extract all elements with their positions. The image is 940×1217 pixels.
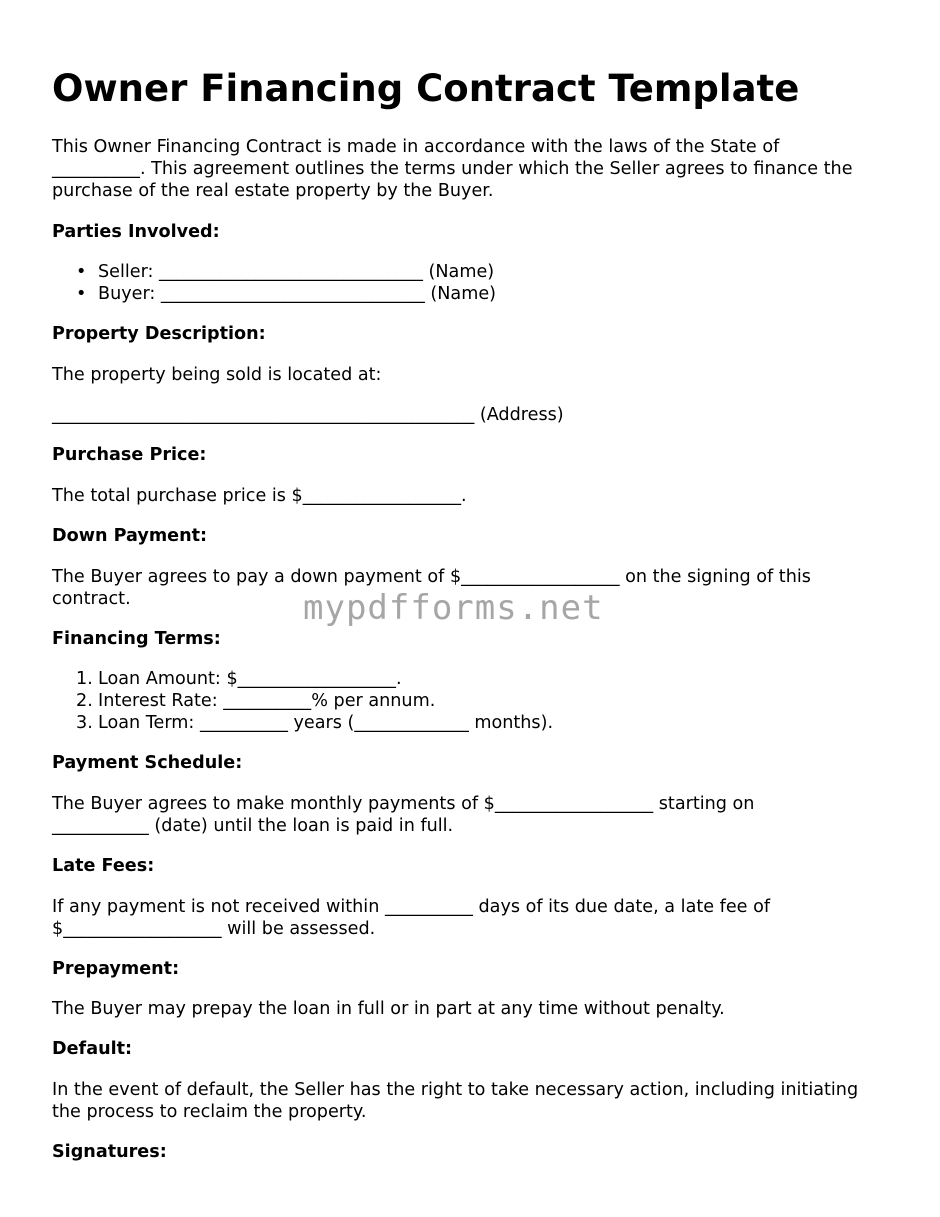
purchase-price-heading: Purchase Price:	[52, 445, 207, 465]
prepayment-heading: Prepayment:	[52, 959, 180, 979]
intro-line-2: __________. This agreement outlines the terms under which the Seller agrees to finance the	[52, 159, 853, 179]
purchase-price-text: The total purchase price is $__________________.	[52, 486, 467, 506]
bullet-mark: •	[76, 262, 87, 282]
down-payment-line-2: contract.	[52, 589, 131, 609]
list-number: 3.	[76, 713, 93, 733]
interest-rate-line: Interest Rate: __________% per annum.	[98, 691, 436, 711]
payment-schedule-heading: Payment Schedule:	[52, 753, 243, 773]
buyer-line: Buyer: ______________________________ (Name)	[98, 284, 497, 304]
property-text: The property being sold is located at:	[52, 365, 382, 385]
signatures-heading: Signatures:	[52, 1142, 167, 1162]
financing-terms-list	[52, 668, 553, 734]
financing-terms-heading: Financing Terms:	[52, 629, 221, 649]
intro-line-3: purchase of the real estate property by the Buyer.	[52, 181, 494, 201]
intro-line-1: This Owner Financing Contract is made in accordance with the laws of the State of	[52, 137, 780, 157]
list-number: 2.	[76, 691, 93, 711]
default-line-2: the process to reclaim the property.	[52, 1102, 367, 1122]
property-address-line: ________________________________________________ (Address)	[52, 405, 564, 425]
parties-heading: Parties Involved:	[52, 222, 220, 242]
list-item	[52, 283, 496, 305]
loan-amount-line: Loan Amount: $__________________.	[98, 669, 402, 689]
list-item	[52, 712, 553, 734]
loan-term-line: Loan Term: __________ years (_____________ months).	[98, 713, 554, 733]
seller-line: Seller: ______________________________ (Name)	[98, 262, 495, 282]
default-heading: Default:	[52, 1039, 133, 1059]
payment-schedule-line-1: The Buyer agrees to make monthly payments of $__________________ starting on	[52, 794, 755, 814]
late-fees-line-2: $__________________ will be assessed.	[52, 919, 376, 939]
late-fees-line-1: If any payment is not received within __________ days of its due date, a late fee of	[52, 897, 771, 917]
prepayment-text: The Buyer may prepay the loan in full or in part at any time without penalty.	[52, 999, 725, 1019]
document-title: Owner Financing Contract Template	[52, 67, 800, 110]
parties-list	[52, 261, 496, 305]
bullet-mark: •	[76, 284, 87, 304]
down-payment-line-1: The Buyer agrees to pay a down payment of $__________________ on the signing of this	[52, 567, 811, 587]
default-line-1: In the event of default, the Seller has the right to take necessary action, including initiating	[52, 1080, 859, 1100]
property-heading: Property Description:	[52, 324, 266, 344]
watermark-text: mypdfforms.net	[303, 588, 604, 628]
payment-schedule-line-2: ___________ (date) until the loan is paid in full.	[52, 816, 454, 836]
list-item	[52, 261, 496, 283]
list-item	[52, 668, 553, 690]
late-fees-heading: Late Fees:	[52, 856, 155, 876]
list-item	[52, 690, 553, 712]
list-number: 1.	[76, 669, 93, 689]
down-payment-heading: Down Payment:	[52, 526, 208, 546]
